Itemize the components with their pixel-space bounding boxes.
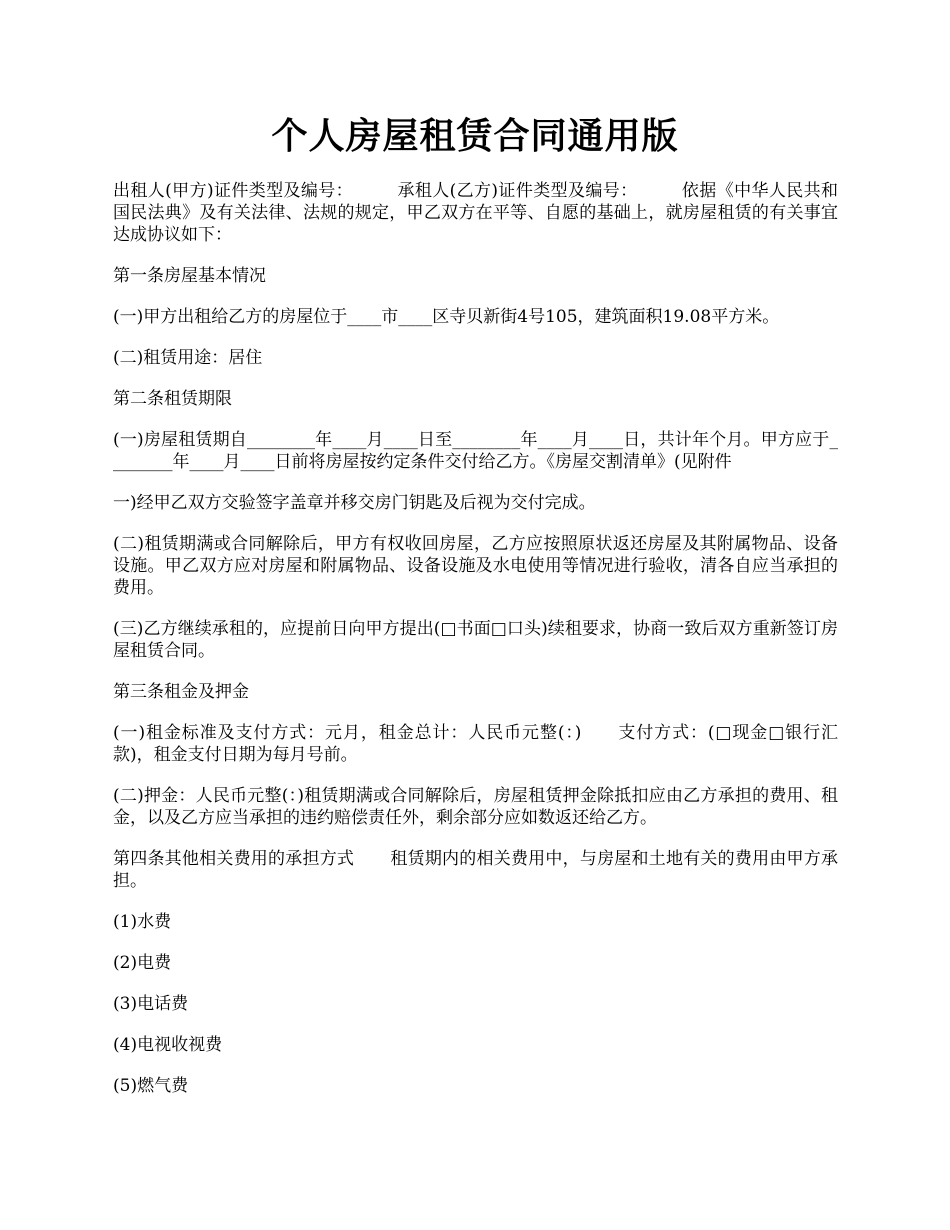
rent-standard-text: (一)租金标准及支付方式：元月，租金总计：人民币元整(：) (113, 723, 582, 743)
article-heading: 第一条房屋基本情况 (113, 266, 266, 286)
list-item: (1)水费 (113, 912, 172, 932)
article-heading: 第二条租赁期限 (113, 389, 232, 409)
list-item: (3)电话费 (113, 994, 189, 1014)
article-heading: 第三条租金及押金 (113, 682, 249, 702)
clause-paragraph: (三)乙方继续承租的，应提前日向甲方提出(□书面□口头)续租要求，协商一致后双方重新签订房屋租赁合同。 (113, 619, 838, 661)
clause-paragraph: (二)押金：人民币元整(：)租赁期满或合同解除后，房屋租赁押金除抵扣应由乙方承担的费用、租金，以及乙方应当承担的违约赔偿责任外，剩余部分应如数返还给乙方。 (113, 786, 838, 828)
lessor-id-label: 出租人(甲方)证件类型及编号： (113, 181, 354, 201)
article-heading (113, 848, 838, 892)
article-four-heading: 第四条其他相关费用的承担方式 (113, 849, 355, 869)
rent-clause-paragraph (113, 722, 838, 766)
payment-method-text: 支付方式：(□现金□银行汇款)，租金支付日期为每月号前。 (113, 723, 838, 765)
clause-paragraph: (二)租赁期满或合同解除后，甲方有权收回房屋，乙方应按照原状返还房屋及其附属物品、设备设施。甲乙双方应对房屋和附属物品、设备设施及水电使用等情况进行验收，清各自应当承担的费用。 (113, 534, 838, 598)
list-item: (2)电费 (113, 953, 172, 973)
list-item: (4)电视收视费 (113, 1035, 223, 1055)
clause-paragraph: (一)房屋租赁期自________年____月____日至________年____月____日，共计年个月。甲方应于________年____月____日前将房屋按约定条件交付给乙方。《房屋交割清单》(见附件 (113, 430, 838, 472)
clause-paragraph: (二)租赁用途：居住 (113, 348, 263, 368)
article-four-text: 租赁期内的相关费用中，与房屋和土地有关的费用由甲方承担。 (113, 849, 839, 891)
lessee-id-label: 承租人(乙方)证件类型及编号： (397, 181, 638, 201)
clause-paragraph: 一)经甲乙双方交验签字盖章并移交房门钥匙及后视为交付完成。 (113, 493, 596, 513)
intro-text: 依据《中华人民共和国民法典》及有关法律、法规的规定，甲乙双方在平等、自愿的基础上，就房屋租赁的有关事宜达成协议如下： (113, 181, 839, 245)
clause-paragraph: (一)甲方出租给乙方的房屋位于____市____区寺贝新街4号105，建筑面积19.08平方米。 (113, 307, 780, 327)
document-title: 个人房屋租赁合同通用版 (271, 115, 679, 157)
document-body (113, 180, 838, 1116)
intro-paragraph (113, 180, 838, 246)
list-item: (5)燃气费 (113, 1076, 189, 1096)
